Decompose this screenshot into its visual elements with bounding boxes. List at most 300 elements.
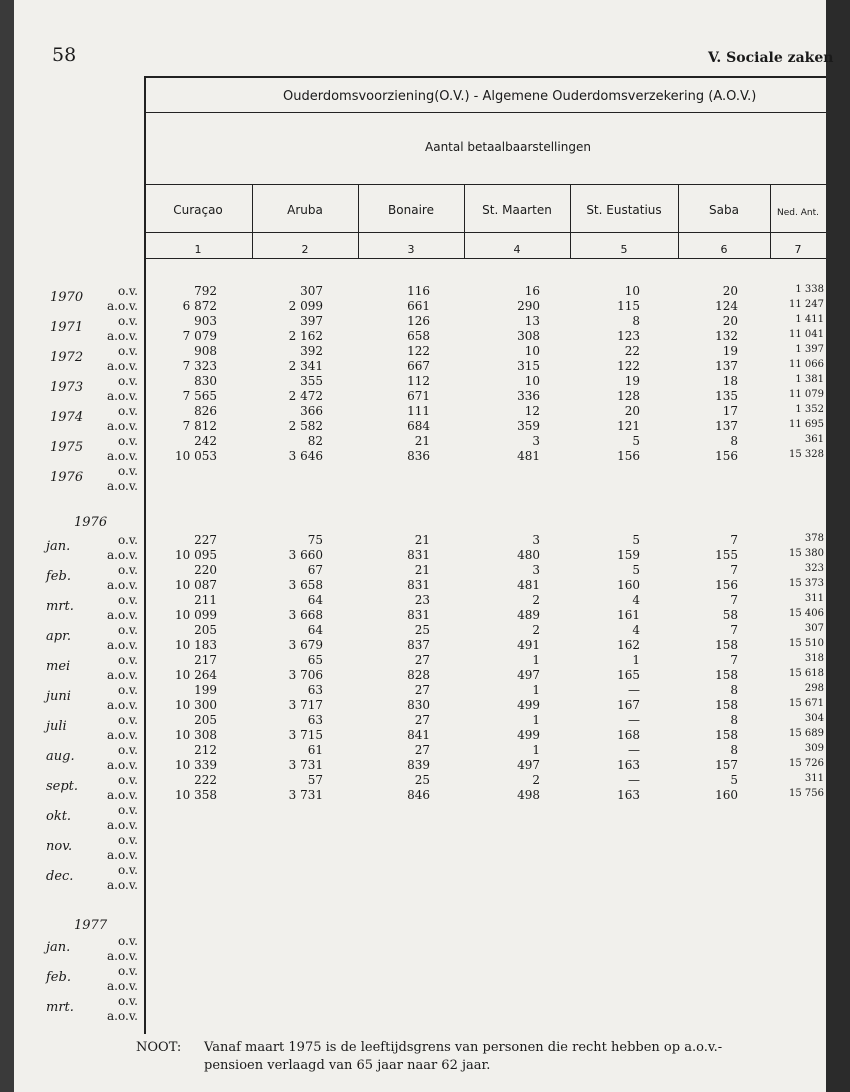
month-label: juli — [46, 719, 67, 734]
table-cell: 1 — [532, 713, 540, 727]
table-cell: 10 — [524, 344, 540, 358]
table-cell: 10 308 — [175, 728, 217, 742]
table-cell: 3 731 — [288, 788, 323, 802]
note-line-2: pensioen verlaagd van 65 jaar naar 62 jaar. — [204, 1058, 491, 1073]
table-cell: 122 — [617, 359, 640, 373]
table-cell: 3 668 — [288, 608, 323, 622]
table-cell: 19 — [722, 344, 738, 358]
table-cell: 27 — [414, 743, 430, 757]
table-cell: 1 381 — [795, 374, 824, 385]
year-heading: 1976 — [74, 515, 108, 530]
table-cell: 205 — [194, 713, 217, 727]
row-type-label: o.v. — [118, 994, 138, 1008]
table-cell: 7 — [730, 653, 738, 667]
table-cell: 831 — [407, 608, 430, 622]
column-number: 3 — [407, 243, 415, 256]
row-type-label: o.v. — [118, 563, 138, 577]
column-header: St. Eustatius — [586, 203, 662, 217]
table-cell: 908 — [194, 344, 217, 358]
month-label: aug. — [46, 749, 75, 764]
table-title: Ouderdomsvoorziening(O.V.) - Algemene Ouderdomsverzekering (A.O.V.) — [283, 89, 757, 104]
table-cell: 132 — [715, 329, 738, 343]
table-cell: 1 — [532, 653, 540, 667]
table-cell: 16 — [524, 284, 540, 298]
table-cell: 21 — [414, 533, 430, 547]
col-divider — [358, 184, 359, 258]
table-cell: — — [628, 683, 640, 697]
table-cell: 211 — [194, 593, 217, 607]
table-cell: 831 — [407, 548, 430, 562]
table-cell: 830 — [407, 698, 430, 712]
table-cell: 671 — [407, 389, 430, 403]
table-cell: 290 — [517, 299, 540, 313]
header-rule-4 — [145, 258, 826, 259]
table-cell: 498 — [517, 788, 540, 802]
table-cell: 65 — [307, 653, 323, 667]
column-number: 4 — [513, 243, 521, 256]
month-label: feb. — [46, 569, 71, 584]
table-cell: 311 — [804, 593, 824, 604]
table-cell: 499 — [517, 698, 540, 712]
row-type-label: o.v. — [118, 623, 138, 637]
table-cell: 7 — [730, 563, 738, 577]
table-cell: 156 — [715, 578, 738, 592]
table-cell: 165 — [617, 668, 640, 682]
top-rule — [145, 76, 826, 78]
table-cell: 497 — [517, 758, 540, 772]
table-cell: 167 — [617, 698, 640, 712]
table-cell: 64 — [307, 623, 323, 637]
table-cell: 5 — [632, 533, 640, 547]
col-divider — [678, 184, 679, 258]
table-cell: 168 — [617, 728, 640, 742]
year-label: 1972 — [50, 350, 84, 365]
table-cell: 6 872 — [182, 299, 217, 313]
table-cell: 3 717 — [288, 698, 323, 712]
table-cell: 2 099 — [288, 299, 323, 313]
table-cell: 10 — [624, 284, 640, 298]
table-cell: 3 715 — [288, 728, 323, 742]
table-cell: 220 — [194, 563, 217, 577]
table-cell: 116 — [407, 284, 430, 298]
row-type-label: a.o.v. — [107, 638, 138, 652]
table-cell: 15 756 — [789, 788, 824, 799]
table-cell: 137 — [715, 419, 738, 433]
column-header: St. Maarten — [482, 203, 552, 217]
column-number: 1 — [194, 243, 202, 256]
table-cell: 156 — [715, 449, 738, 463]
table-cell: 2 — [532, 593, 540, 607]
table-cell: 15 406 — [789, 608, 824, 619]
column-header: Aruba — [287, 203, 323, 217]
month-label: nov. — [46, 839, 73, 854]
row-type-label: a.o.v. — [107, 979, 138, 993]
row-type-label: o.v. — [118, 533, 138, 547]
row-type-label: a.o.v. — [107, 359, 138, 373]
table-cell: 2 — [532, 623, 540, 637]
month-label: juni — [46, 689, 71, 704]
row-type-label: o.v. — [118, 863, 138, 877]
row-type-label: o.v. — [118, 464, 138, 478]
table-cell: 7 565 — [182, 389, 217, 403]
row-type-label: a.o.v. — [107, 818, 138, 832]
header-rule-2 — [145, 184, 826, 185]
table-cell: 1 352 — [795, 404, 824, 415]
table-cell: 163 — [617, 758, 640, 772]
table-cell: 20 — [722, 284, 738, 298]
row-type-label: o.v. — [118, 743, 138, 757]
year-label: 1974 — [50, 410, 84, 425]
table-cell: 121 — [617, 419, 640, 433]
table-cell: 75 — [307, 533, 323, 547]
table-cell: 684 — [407, 419, 430, 433]
table-cell: 111 — [407, 404, 430, 418]
table-cell: 5 — [730, 773, 738, 787]
right-page-edge — [826, 0, 850, 1092]
page-number: 58 — [52, 44, 77, 66]
table-cell: 163 — [617, 788, 640, 802]
table-cell: 10 300 — [175, 698, 217, 712]
table-cell: 162 — [617, 638, 640, 652]
table-cell: 7 — [730, 593, 738, 607]
table-cell: 199 — [194, 683, 217, 697]
table-cell: 1 — [532, 743, 540, 757]
table-cell: 8 — [632, 314, 640, 328]
table-cell: 25 — [414, 773, 430, 787]
table-cell: 212 — [194, 743, 217, 757]
table-cell: 19 — [624, 374, 640, 388]
table-cell: 359 — [517, 419, 540, 433]
table-cell: 8 — [730, 743, 738, 757]
row-type-label: a.o.v. — [107, 848, 138, 862]
note-label: NOOT: — [136, 1040, 182, 1055]
table-cell: 205 — [194, 623, 217, 637]
table-cell: 2 162 — [288, 329, 323, 343]
table-cell: 18 — [722, 374, 738, 388]
table-cell: 10 264 — [175, 668, 217, 682]
table-cell: 10 358 — [175, 788, 217, 802]
row-type-label: a.o.v. — [107, 299, 138, 313]
table-cell: 323 — [804, 563, 824, 574]
table-cell: 1 — [532, 683, 540, 697]
row-type-label: a.o.v. — [107, 728, 138, 742]
table-cell: 3 660 — [288, 548, 323, 562]
table-cell: 15 510 — [789, 638, 824, 649]
row-type-label: o.v. — [118, 713, 138, 727]
table-cell: 5 — [632, 434, 640, 448]
table-cell: 826 — [194, 404, 217, 418]
month-label: jan. — [46, 539, 71, 554]
month-label: sept. — [46, 779, 79, 794]
table-cell: 128 — [617, 389, 640, 403]
row-type-label: a.o.v. — [107, 449, 138, 463]
note-line-1: Vanaf maart 1975 is de leeftijdsgrens van personen die recht hebben op a.o.v.- — [204, 1040, 723, 1055]
table-cell: 124 — [715, 299, 738, 313]
row-type-label: a.o.v. — [107, 578, 138, 592]
month-label: jan. — [46, 940, 71, 955]
table-cell: 160 — [617, 578, 640, 592]
table-cell: 667 — [407, 359, 430, 373]
table-cell: 2 341 — [288, 359, 323, 373]
row-type-label: o.v. — [118, 314, 138, 328]
row-type-label: a.o.v. — [107, 1009, 138, 1023]
table-cell: 20 — [722, 314, 738, 328]
table-cell: — — [628, 713, 640, 727]
row-type-label: o.v. — [118, 374, 138, 388]
month-label: apr. — [46, 629, 71, 644]
year-label: 1970 — [50, 290, 84, 305]
table-cell: 115 — [617, 299, 640, 313]
left-page-edge — [0, 0, 14, 1092]
table-cell: 15 618 — [789, 668, 824, 679]
table-cell: 15 726 — [789, 758, 824, 769]
table-cell: 2 — [532, 773, 540, 787]
table-cell: 491 — [517, 638, 540, 652]
table-cell: 25 — [414, 623, 430, 637]
table-cell: 27 — [414, 713, 430, 727]
column-header: Ned. Ant. — [777, 208, 819, 218]
row-type-label: o.v. — [118, 964, 138, 978]
table-cell: 15 689 — [789, 728, 824, 739]
table-cell: 3 658 — [288, 578, 323, 592]
table-cell: 137 — [715, 359, 738, 373]
table-cell: 82 — [307, 434, 323, 448]
row-type-label: o.v. — [118, 773, 138, 787]
table-cell: 792 — [194, 284, 217, 298]
table-cell: 22 — [624, 344, 640, 358]
row-type-label: a.o.v. — [107, 788, 138, 802]
column-number: 6 — [720, 243, 728, 256]
row-type-label: o.v. — [118, 404, 138, 418]
row-type-label: o.v. — [118, 833, 138, 847]
table-cell: 155 — [715, 548, 738, 562]
table-cell: 366 — [300, 404, 323, 418]
month-label: dec. — [46, 869, 74, 884]
table-cell: 57 — [307, 773, 323, 787]
table-cell: 304 — [804, 713, 824, 724]
table-cell: 15 373 — [789, 578, 824, 589]
column-number: 2 — [301, 243, 309, 256]
table-cell: 227 — [194, 533, 217, 547]
table-cell: 7 079 — [182, 329, 217, 343]
column-number: 7 — [794, 243, 802, 256]
header-rule-1 — [145, 112, 826, 113]
table-cell: 837 — [407, 638, 430, 652]
table-cell: 3 679 — [288, 638, 323, 652]
table-cell: 21 — [414, 563, 430, 577]
month-label: mei — [46, 659, 71, 674]
table-cell: 61 — [307, 743, 323, 757]
table-cell: 67 — [307, 563, 323, 577]
table-cell: 3 — [532, 434, 540, 448]
col-divider — [570, 184, 571, 258]
table-cell: 3 — [532, 563, 540, 577]
row-type-label: a.o.v. — [107, 608, 138, 622]
column-header: Bonaire — [388, 203, 434, 217]
table-cell: 308 — [517, 329, 540, 343]
table-cell: 831 — [407, 578, 430, 592]
table-cell: 307 — [804, 623, 824, 634]
table-cell: 58 — [722, 608, 738, 622]
table-cell: 112 — [407, 374, 430, 388]
row-type-label: a.o.v. — [107, 329, 138, 343]
table-cell: 309 — [804, 743, 824, 754]
left-vertical-rule — [144, 76, 146, 1034]
table-cell: 27 — [414, 653, 430, 667]
table-cell: 361 — [804, 434, 824, 445]
table-cell: 158 — [715, 638, 738, 652]
table-cell: 497 — [517, 668, 540, 682]
row-type-label: o.v. — [118, 683, 138, 697]
table-cell: 307 — [300, 284, 323, 298]
row-type-label: a.o.v. — [107, 878, 138, 892]
column-header: Saba — [709, 203, 739, 217]
table-cell: 13 — [524, 314, 540, 328]
table-cell: 11 066 — [789, 359, 824, 370]
table-cell: 217 — [194, 653, 217, 667]
table-cell: 11 247 — [789, 299, 824, 310]
table-cell: 8 — [730, 713, 738, 727]
table-cell: 242 — [194, 434, 217, 448]
table-cell: 10 339 — [175, 758, 217, 772]
table-cell: 160 — [715, 788, 738, 802]
table-cell: 15 671 — [789, 698, 824, 709]
table-cell: 8 — [730, 434, 738, 448]
year-label: 1975 — [50, 440, 84, 455]
table-cell: 21 — [414, 434, 430, 448]
table-cell: 841 — [407, 728, 430, 742]
year-heading: 1977 — [74, 918, 108, 933]
table-cell: 2 582 — [288, 419, 323, 433]
table-cell: 481 — [517, 449, 540, 463]
table-cell: 10 099 — [175, 608, 217, 622]
row-type-label: o.v. — [118, 803, 138, 817]
table-cell: 7 — [730, 623, 738, 637]
row-type-label: a.o.v. — [107, 668, 138, 682]
table-cell: 7 812 — [182, 419, 217, 433]
table-cell: 836 — [407, 449, 430, 463]
table-cell: 355 — [300, 374, 323, 388]
table-cell: 1 411 — [795, 314, 824, 325]
table-cell: 8 — [730, 683, 738, 697]
table-subtitle: Aantal betaalbaarstellingen — [425, 140, 591, 154]
table-cell: 10 087 — [175, 578, 217, 592]
row-type-label: a.o.v. — [107, 548, 138, 562]
month-label: mrt. — [46, 1000, 74, 1015]
table-cell: 397 — [300, 314, 323, 328]
table-cell: 828 — [407, 668, 430, 682]
row-type-label: o.v. — [118, 434, 138, 448]
row-type-label: a.o.v. — [107, 419, 138, 433]
table-cell: 7 — [730, 533, 738, 547]
row-type-label: o.v. — [118, 934, 138, 948]
table-cell: 315 — [517, 359, 540, 373]
table-cell: 1 — [632, 653, 640, 667]
table-cell: 64 — [307, 593, 323, 607]
table-cell: 839 — [407, 758, 430, 772]
col-divider — [464, 184, 465, 258]
year-label: 1971 — [50, 320, 84, 335]
table-cell: 4 — [632, 623, 640, 637]
table-cell: 63 — [307, 713, 323, 727]
row-type-label: a.o.v. — [107, 389, 138, 403]
table-cell: 658 — [407, 329, 430, 343]
table-cell: 336 — [517, 389, 540, 403]
table-cell: 11 041 — [789, 329, 824, 340]
table-cell: 311 — [804, 773, 824, 784]
header-rule-3 — [145, 232, 826, 233]
table-cell: 126 — [407, 314, 430, 328]
row-type-label: o.v. — [118, 284, 138, 298]
table-cell: 830 — [194, 374, 217, 388]
table-cell: 157 — [715, 758, 738, 772]
row-type-label: o.v. — [118, 344, 138, 358]
table-cell: 392 — [300, 344, 323, 358]
table-cell: 27 — [414, 683, 430, 697]
table-cell: 156 — [617, 449, 640, 463]
table-cell: 3 706 — [288, 668, 323, 682]
table-cell: 3 — [532, 533, 540, 547]
table-cell: 846 — [407, 788, 430, 802]
table-cell: 20 — [624, 404, 640, 418]
row-type-label: a.o.v. — [107, 479, 138, 493]
month-label: mrt. — [46, 599, 74, 614]
table-cell: 158 — [715, 668, 738, 682]
table-cell: 661 — [407, 299, 430, 313]
table-cell: 3 646 — [288, 449, 323, 463]
table-cell: 489 — [517, 608, 540, 622]
table-cell: 481 — [517, 578, 540, 592]
table-cell: 903 — [194, 314, 217, 328]
table-cell: 499 — [517, 728, 540, 742]
table-cell: 378 — [804, 533, 824, 544]
column-header: Curaçao — [173, 203, 223, 217]
table-cell: 63 — [307, 683, 323, 697]
column-number: 5 — [620, 243, 628, 256]
row-type-label: a.o.v. — [107, 949, 138, 963]
table-cell: 1 397 — [795, 344, 824, 355]
table-cell: 4 — [632, 593, 640, 607]
table-cell: 10 053 — [175, 449, 217, 463]
table-cell: — — [628, 743, 640, 757]
table-cell: 10 183 — [175, 638, 217, 652]
table-cell: 7 323 — [182, 359, 217, 373]
table-cell: 15 380 — [789, 548, 824, 559]
row-type-label: o.v. — [118, 593, 138, 607]
table-cell: 2 472 — [288, 389, 323, 403]
table-cell: 5 — [632, 563, 640, 577]
table-cell: 10 — [524, 374, 540, 388]
table-cell: 15 328 — [789, 449, 824, 460]
table-cell: 10 095 — [175, 548, 217, 562]
col-divider — [770, 184, 771, 258]
table-cell: 123 — [617, 329, 640, 343]
table-cell: 12 — [524, 404, 540, 418]
table-cell: — — [628, 773, 640, 787]
year-label: 1973 — [50, 380, 84, 395]
row-type-label: a.o.v. — [107, 698, 138, 712]
table-cell: 161 — [617, 608, 640, 622]
month-label: feb. — [46, 970, 71, 985]
table-cell: 23 — [414, 593, 430, 607]
table-cell: 11 695 — [789, 419, 824, 430]
table-cell: 158 — [715, 728, 738, 742]
table-cell: 135 — [715, 389, 738, 403]
section-title: V. Sociale zaken — [708, 50, 834, 66]
table-cell: 158 — [715, 698, 738, 712]
table-cell: 222 — [194, 773, 217, 787]
table-cell: 3 731 — [288, 758, 323, 772]
